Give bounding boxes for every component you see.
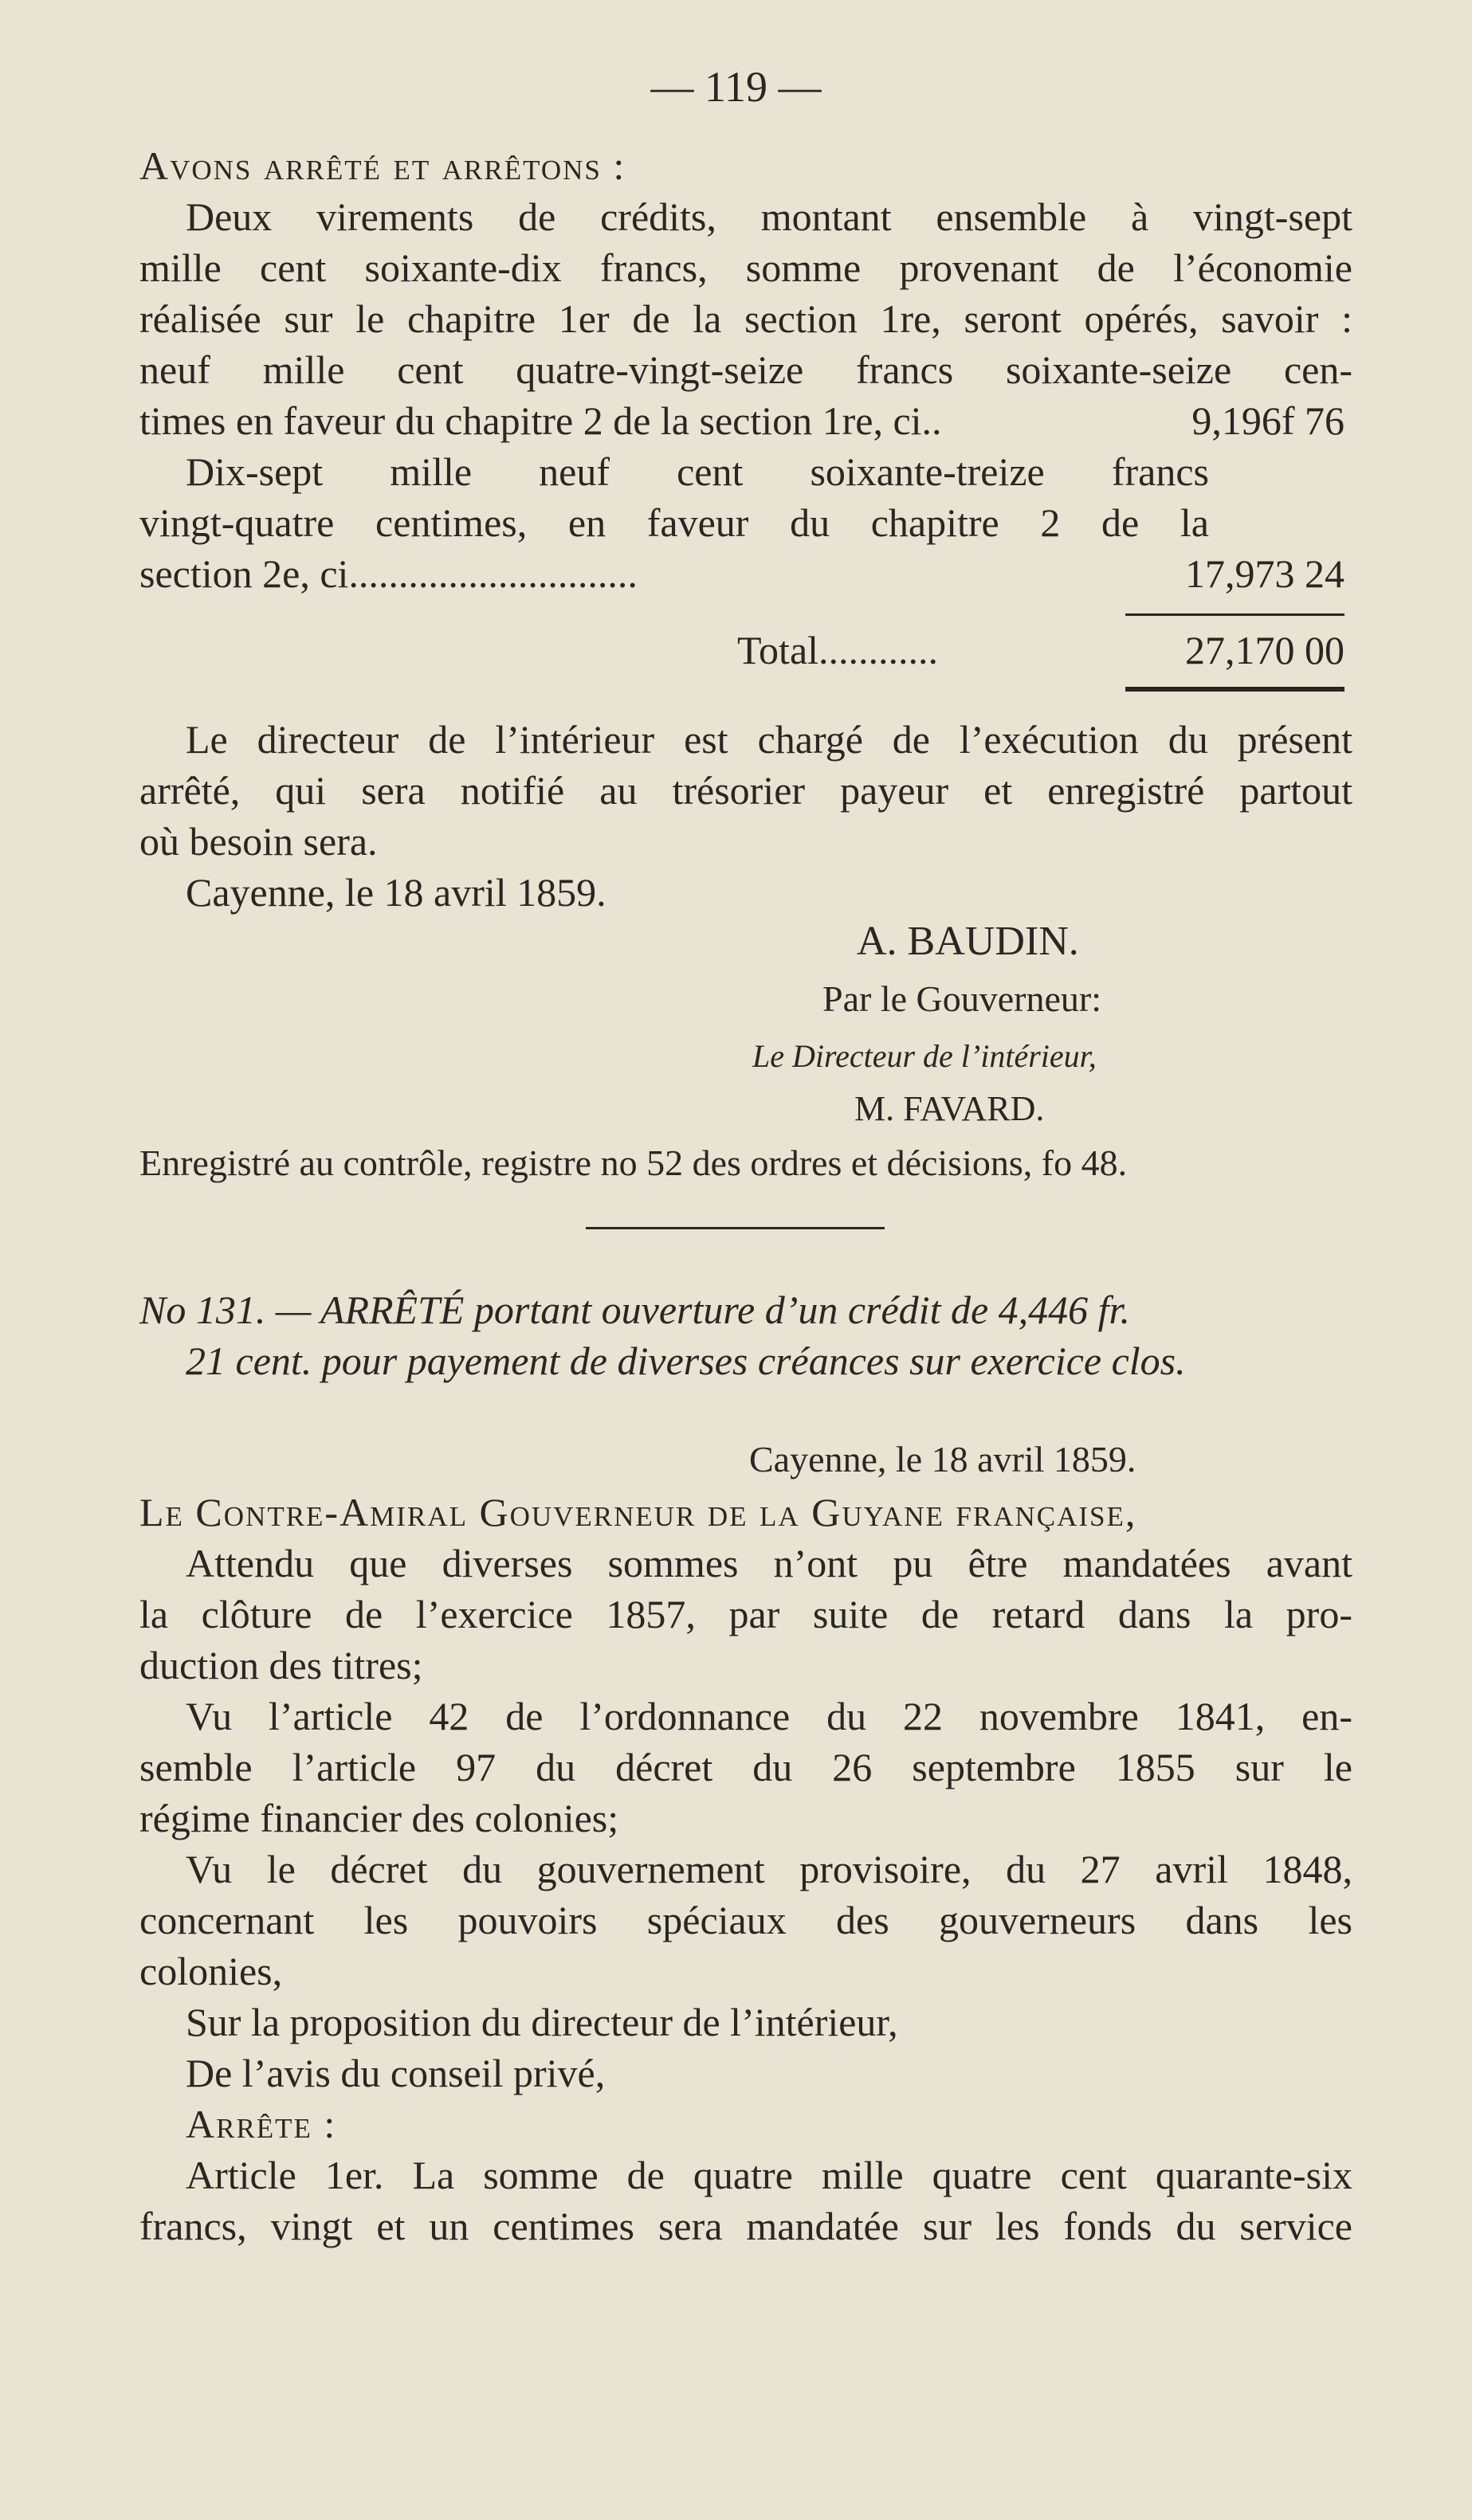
article-line: Article 1er. La somme de quatre mille quatre cent quarante-six	[186, 2153, 1352, 2197]
body-line: régime financier des colonies;	[139, 1796, 619, 1840]
signature: A. BAUDIN.	[857, 919, 1079, 964]
by-governor: Par le Gouverneur:	[822, 978, 1101, 1019]
total-double-rule	[1125, 687, 1344, 692]
body-line: duction des titres;	[139, 1643, 423, 1687]
body-line: vingt-quatre centimes, en faveur du chapitre 2 de la	[139, 500, 1209, 545]
body-line: Sur la proposition du directeur de l’intérieur,	[186, 2000, 898, 2044]
body-line: Deux virements de crédits, montant ensemble à vingt-sept	[186, 194, 1352, 239]
decree-heading: Avons arrêté et arrêtons :	[139, 143, 626, 188]
body-line: mille cent soixante-dix francs, somme provenant de l’économie	[139, 245, 1352, 290]
sum-rule	[1125, 613, 1344, 616]
body-line: colonies,	[139, 1949, 283, 1993]
credit-item-text: times en faveur du chapitre 2 de la section 1re, ci..	[139, 398, 942, 443]
decree-title: No 131. — ARRÊTÉ portant ouverture d’un crédit de 4,446 fr.	[139, 1287, 1130, 1332]
closing-line: arrêté, qui sera notifié au trésorier payeur et enregistré partout	[139, 768, 1352, 813]
section-divider	[586, 1227, 885, 1229]
registration-note: Enregistré au contrôle, registre no 52 des ordres et décisions, fo 48.	[139, 1142, 1128, 1183]
decree-title: 21 cent. pour payement de diverses créances sur exercice clos.	[186, 1338, 1186, 1383]
body-line: réalisée sur le chapitre 1er de la section 1re, seront opérés, savoir :	[139, 296, 1352, 341]
body-line: la clôture de l’exercice 1857, par suite de retard dans la pro-	[139, 1592, 1352, 1636]
page-number: — 119 —	[650, 63, 822, 111]
closing-line: Le directeur de l’intérieur est chargé de l’exécution du présent	[186, 717, 1352, 762]
body-line: concernant les pouvoirs spéciaux des gouverneurs dans les	[139, 1898, 1352, 1942]
body-line: De l’avis du conseil privé,	[186, 2051, 606, 2095]
credit-item-amount: 9,196f 76	[1191, 398, 1344, 443]
director-title: Le Directeur de l’intérieur,	[752, 1038, 1097, 1074]
decree-authority: Le Contre-Amiral Gouverneur de la Guyane française,	[139, 1490, 1137, 1534]
body-line: Vu l’article 42 de l’ordonnance du 22 novembre 1841, en-	[186, 1694, 1352, 1738]
director-name: M. FAVARD.	[854, 1089, 1045, 1128]
credit-item-amount: 17,973 24	[1185, 551, 1344, 596]
body-line: neuf mille cent quatre-vingt-seize francs soixante-seize cen-	[139, 347, 1352, 392]
closing-line: où besoin sera.	[139, 819, 378, 864]
credit-item-text: section 2e, ci.............................	[139, 551, 638, 596]
body-line: Dix-sept mille neuf cent soixante-treize francs	[186, 449, 1209, 494]
total-amount: 27,170 00	[1185, 628, 1344, 672]
decree-date: Cayenne, le 18 avril 1859.	[749, 1439, 1136, 1479]
body-line: semble l’article 97 du décret du 26 septembre 1855 sur le	[139, 1745, 1352, 1789]
total-label: Total............	[737, 628, 939, 672]
arrete-heading: Arrête :	[186, 2102, 337, 2146]
body-line: Vu le décret du gouvernement provisoire, du 27 avril 1848,	[186, 1847, 1352, 1891]
place-date: Cayenne, le 18 avril 1859.	[186, 870, 606, 915]
body-line: Attendu que diverses sommes n’ont pu être mandatées avant	[186, 1541, 1352, 1585]
article-line: francs, vingt et un centimes sera mandatée sur les fonds du service	[139, 2204, 1352, 2248]
